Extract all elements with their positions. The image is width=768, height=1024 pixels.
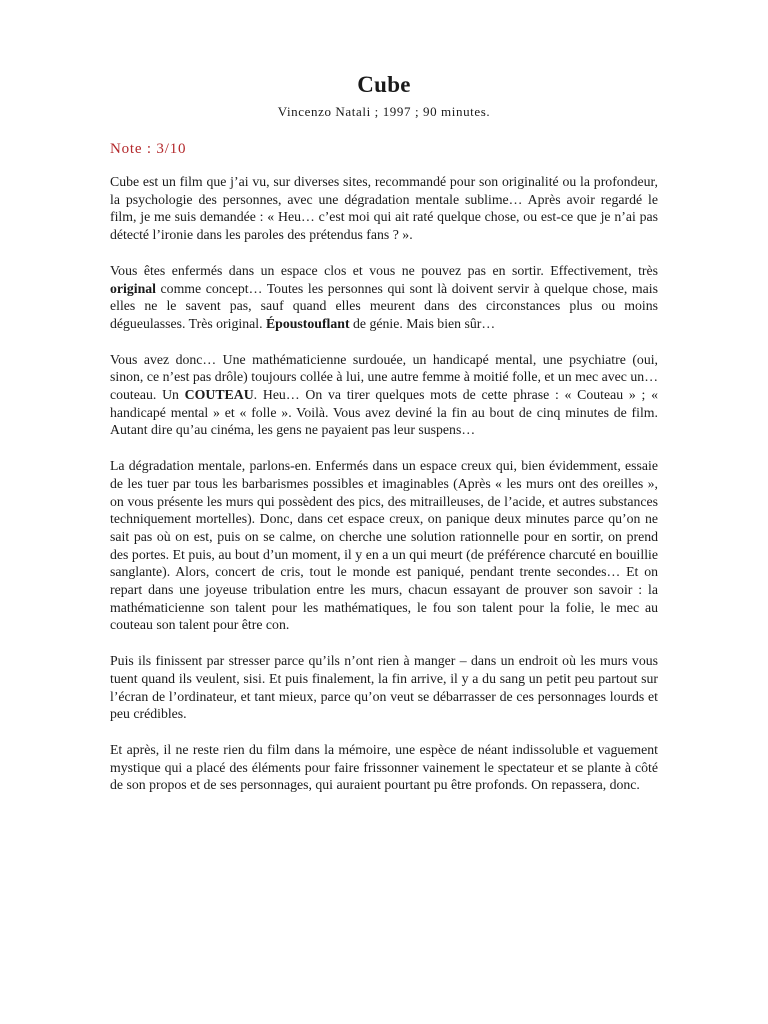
rating-note: Note : 3/10 (110, 141, 187, 157)
paragraph-text: Vous avez donc… Une mathématicienne surdouée, un handicapé mental, une psychiatre (oui, sinon, ce n’est pas drôle) toujours collée à lui, une autre femme à moitié folle, et un mec avec un… couteau. Un (110, 351, 658, 403)
review-paragraph (110, 262, 658, 333)
emphasized-text: original (110, 280, 156, 296)
emphasized-text: Époustouflant (265, 315, 350, 331)
review-paragraph (110, 173, 658, 244)
emphasized-text: COUTEAU (184, 387, 254, 403)
review-paragraph (110, 351, 658, 440)
review-paragraph (110, 741, 658, 794)
document-page (110, 70, 658, 794)
paragraph-text: Et après, il ne reste rien du film dans la mémoire, une espèce de néant indissoluble et vaguement mystique qui a placé des éléments pour faire frissonner vainement le spectateur et se plante à côté de son propos et de ses personnages, qui auraient pourtant pu être profonds. On repassera, donc. (110, 741, 658, 793)
paragraph-text: comme concept… Toutes les personnes qui sont là doivent servir à quelque chose, mais elles ne le savent pas, sauf quand elles meurent dans des circonstances plus ou moins dégueulasses. Très original. (110, 280, 658, 331)
page-title: Cube (357, 72, 411, 97)
paragraph-text: de génie. Mais bien sûr… (349, 315, 496, 331)
paragraph-text: . Heu… On va tirer quelques mots de cette phrase : « Couteau » ; « handicapé mental » et « folle ». Voilà. Vous avez deviné la fin au bout de cinq minutes de film. Autant dire qu’au cinéma, les gens ne payaient pas leur suspens… (110, 387, 658, 438)
paragraph-text: Vous êtes enfermés dans un espace clos et vous ne pouvez pas en sortir. Effectivement, très (110, 262, 658, 278)
review-paragraph (110, 457, 658, 634)
paragraph-text: Puis ils finissent par stresser parce qu’ils n’ont rien à manger – dans un endroit où les murs vous tuent quand ils veulent, sisi. Et puis finalement, la fin arrive, il y a du sang un petit peu partout sur l’écran de l’ordinateur, et tant mieux, parce qu’on veut se débarrasser de ces personnages lourds et peu crédibles. (110, 653, 658, 722)
film-details: Vincenzo Natali ; 1997 ; 90 minutes. (277, 104, 491, 119)
paragraph-text: La dégradation mentale, parlons-en. Enfermés dans un espace creux qui, bien évidemment, essaie de les tuer par tous les barbarismes possibles et imaginables (Après « les murs ont des oreilles », on vous présente les murs qui possèdent des pics, des mitrailleuses, de l’acide, et autres substances techniquement mortelles). Donc, dans cet espace creux, on panique deux minutes parce qu’on ne sait pas où on est, puis on se calme, on cherche une solution rationnelle pour en sortir, on prend des portes. Et puis, au bout d’un moment, il y en a un qui meurt (de préférence charcuté en bouillie sanglante). Alors, concert de cris, tout le monde est paniqué, pendant trente secondes… Et on repart dans une joyeuse tribulation entre les murs, chacun essayant de prouver son savoir : la mathématicienne son talent pour les mathématiques, le fou son talent pour la folie, le mec au couteau son talent pour être con. (110, 458, 658, 633)
review-paragraph (110, 652, 658, 723)
paragraph-text: Cube est un film que j’ai vu, sur diverses sites, recommandé pour son originalité ou la profondeur, la psychologie des personnes, avec une dégradation mentale sublime… Après avoir regardé le film, je me suis demandée : « Heu… c’est moi qui ait raté quelque chose, ou est-ce que je n’ai pas détecté l’ironie dans les paroles des prétendus fans ? ». (110, 174, 658, 243)
